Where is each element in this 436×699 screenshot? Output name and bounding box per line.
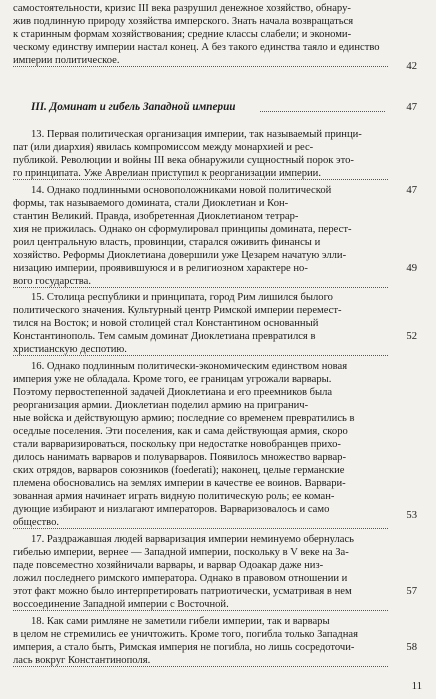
text-line: хия не прижилась. Однако он сформулировал принципы домината, перест-	[13, 224, 352, 235]
dot-leader	[13, 610, 388, 611]
text-line: 13. Первая политическая организация империи, так называемый принци-	[31, 129, 362, 140]
text-line: публикой. Революции и войны III века обнаружили сущностный порок это-	[13, 155, 354, 166]
text-line: империя уже не обладала. Кроме того, ее границам угрожали варвары.	[13, 374, 332, 385]
text-line: 16. Однако подлинным политически-экономическим единством новая	[31, 361, 348, 372]
dot-leader	[13, 66, 388, 67]
text-line: пат (или диархия) явилась компромиссом между монархией и рес-	[13, 142, 314, 153]
text-line: жив подлинную природу хозяйства имперского. Знать начала возвращаться	[13, 16, 354, 27]
text-line: 17. Раздражавшая людей варваризация империи неминуемо обернулась	[31, 534, 354, 545]
text-line: тился на Восток; и новой столицей стал Константином основанный	[13, 318, 319, 329]
heading-dot-leader	[260, 111, 385, 112]
text-line: лась вокруг Константинополя.	[13, 655, 151, 666]
text-line: империи политическое.	[13, 55, 120, 66]
page-reference: 58	[406, 642, 417, 653]
text-line: самостоятельности, кризис III века разрушил денежное хозяйство, обнару-	[13, 3, 351, 14]
text-line: племена обосновались на землях империи в качестве ее воинов. Варвари-	[13, 478, 346, 489]
text-line: дилось нанимать варваров и полуварваров. Появилось множество варвар-	[13, 452, 347, 463]
text-line: гибелью империи, вернее — Западной империи, поскольку в V веке на За-	[13, 547, 349, 558]
text-line: Константинополь. Тем самым доминат Диоклетиана превратился в	[13, 331, 316, 342]
dot-leader	[13, 179, 388, 180]
page-reference: 47	[406, 185, 417, 196]
heading-page-number: 47	[406, 102, 417, 113]
text-line: ные войска и действующую армию; последние со временем превратились в	[13, 413, 355, 424]
text-line: дующие избирают и низлагают императоров. Варваризовалось и само	[13, 504, 330, 515]
text-line: 18. Как сами римляне не заметили гибели империи, так и варвары	[31, 616, 330, 627]
text-line: христианскую деспотию.	[13, 344, 127, 355]
page-reference: 53	[406, 510, 417, 521]
text-line: стали варваризироваться, поскольку при недостатке новобранцев прихо-	[13, 439, 341, 450]
text-line: империя, а стало быть, Римская империя не погибла, но лишь сосредоточи-	[13, 642, 355, 653]
text-line: низацию империи, проявившуюся и в религиозном характере но-	[13, 263, 308, 274]
text-line: Поэтому первостепенной задачей Диоклетиана и его преемников была	[13, 387, 333, 398]
text-line: 15. Столица республики и принципата, город Рим лишился былого	[31, 292, 333, 303]
text-line: ложил последнего римского императора. Однако в правовом отношении и	[13, 573, 348, 584]
text-line: вого государства.	[13, 276, 92, 287]
page-reference: 57	[406, 586, 417, 597]
text-line: общество.	[13, 517, 60, 528]
text-line: ческому единству империи настал конец. А без такого единства таяло и единство	[13, 42, 380, 53]
text-line: реорганизация армии. Диоклетиан поделил армию на пригранич-	[13, 400, 309, 411]
text-line: формы, так называемого домината, стали Диоклетиан и Кон-	[13, 198, 289, 209]
dot-leader	[13, 666, 388, 667]
dot-leader	[13, 287, 388, 288]
folio-number: 11	[411, 681, 422, 692]
text-line: стантин Великий. Правда, изобретенная Диоклетианом тетрар-	[13, 211, 299, 222]
text-line: роил центральную власть, провинции, старался оживить финансы и	[13, 237, 321, 248]
text-line: ских отрядов, варваров союзников (foederati); наконец, целые германские	[13, 465, 345, 476]
page-reference: 52	[406, 331, 417, 342]
text-line: к старинным формам хозяйствования; средние классы слабели; и экономи-	[13, 29, 352, 40]
text-line: оседлые поселения. Эти поселения, как и сама действующая армия, скоро	[13, 426, 348, 437]
text-line: паде повсеместно хозяйничали варвары, и варвар Одоакар даже низ-	[13, 560, 324, 571]
text-line: воссоединение Западной империи с Восточной.	[13, 599, 229, 610]
section-heading: III. Доминат и гибель Западной империи	[31, 100, 239, 114]
top-page-number: 42	[406, 61, 417, 72]
text-line: политического значения. Культурный центр Римской империи перемест-	[13, 305, 342, 316]
text-line: в целом не стремились ее уничтожить. Кроме того, погибла только Западная	[13, 629, 358, 640]
text-line: этот факт можно было интерпретировать патриотически, усматривая в нем	[13, 586, 352, 597]
text-line: 14. Однако подлинными основоположниками новой политической	[31, 185, 332, 196]
page-reference: 49	[406, 263, 417, 274]
dot-leader	[13, 355, 388, 356]
text-line: го принципата. Уже Аврелиан приступил к реорганизации империи.	[13, 168, 321, 179]
dot-leader	[13, 528, 388, 529]
text-line: зованная армия начинает играть видную политическую роль; ее коман-	[13, 491, 335, 502]
text-line: хозяйство. Реформы Диоклетиана довершили уже Цезарем начатую элли-	[13, 250, 347, 261]
